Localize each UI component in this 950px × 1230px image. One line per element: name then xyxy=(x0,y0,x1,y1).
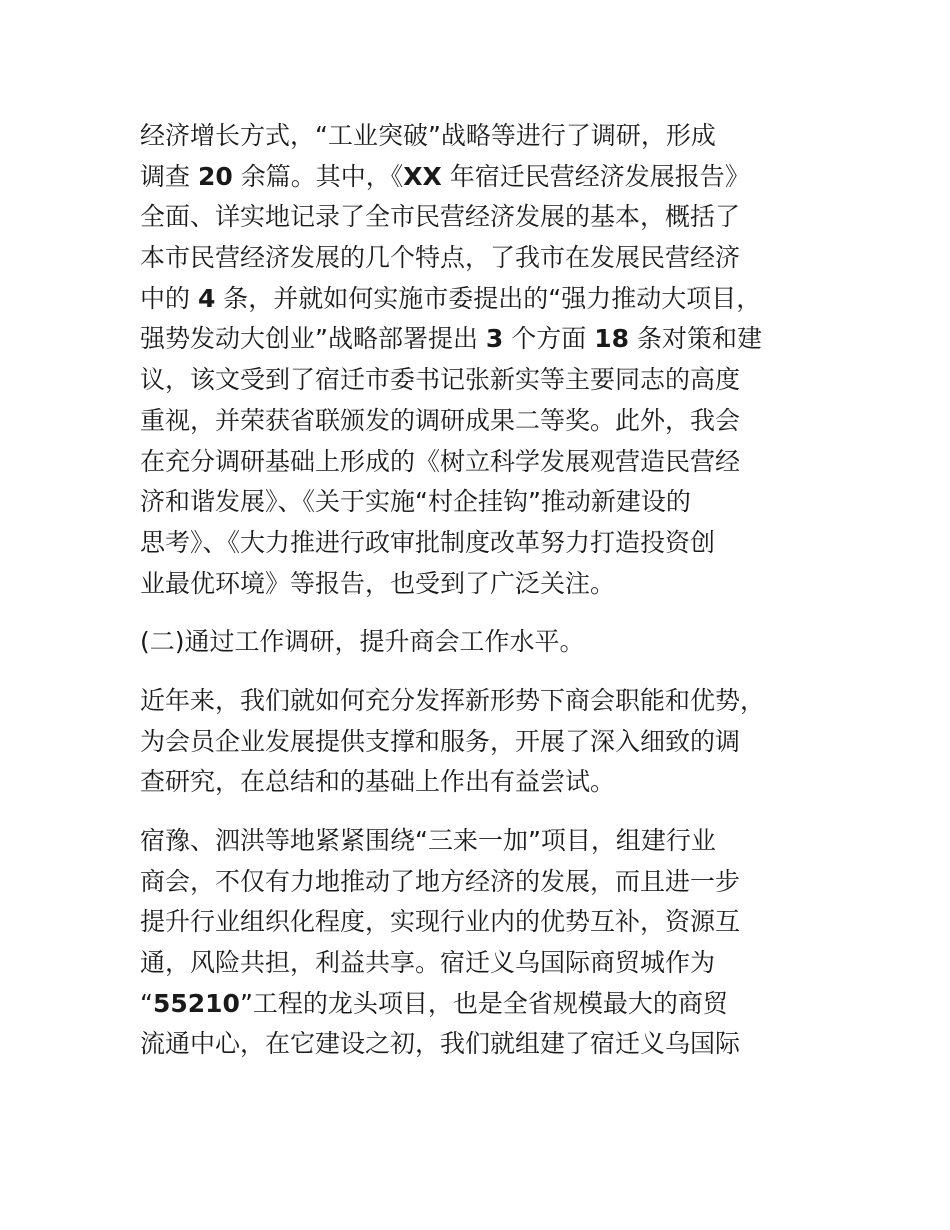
text-line: 为会员企业发展提供支撑和服务，开展了深入细致的调 xyxy=(140,726,741,756)
numeral-text: 18 xyxy=(594,324,630,354)
text-line: 本市民营经济发展的几个特点，了我市在发展民营经济 xyxy=(140,243,741,273)
section-heading xyxy=(140,622,810,663)
text-line: “55210”工程的龙头项目，也是全省规模最大的商贸 xyxy=(140,988,728,1018)
text-line: 强势发动大创业”战略部署提出 3 个方面 18 条对策和建 xyxy=(140,324,762,354)
numeral-text: 55210 xyxy=(152,988,240,1018)
text-line: 思考》、《大力推进行政审批制度改革努力打造投资创 xyxy=(140,527,716,557)
text-line: 全面、详实地记录了全市民营经济发展的基本，概括了 xyxy=(140,202,741,232)
text-line: 在充分调研基础上形成的《树立科学发展观营造民营经 xyxy=(140,446,741,476)
numeral-text: 3 xyxy=(485,324,504,354)
text-line: 调查 20 余篇。其中，《XX 年宿迁民营经济发展报告》 xyxy=(140,161,750,191)
text-line: 重视，并荣获省联颁发的调研成果二等奖。此外，我会 xyxy=(140,405,741,435)
numeral-text: 20 xyxy=(197,161,233,191)
paragraph-recent-years xyxy=(140,681,810,803)
text-line: 通，风险共担，利益共享。宿迁义乌国际商贸城作为 xyxy=(140,948,716,978)
text-line: 业最优环境》等报告，也受到了广泛关注。 xyxy=(140,568,616,598)
text-line: 商会，不仅有力地推动了地方经济的发展，而且进一步 xyxy=(140,866,741,896)
text-line: 济和谐发展》、《关于实施“村企挂钩”推动新建设的 xyxy=(140,487,691,517)
text-line: 流通中心，在它建设之初，我们就组建了宿迁义乌国际 xyxy=(140,1029,741,1059)
text-line: 宿豫、泗洪等地紧紧围绕“三来一加”项目，组建行业 xyxy=(140,826,716,855)
heading-line: (二)通过工作调研，提升商会工作水平。 xyxy=(140,627,585,657)
text-line: 经济增长方式，“工业突破”战略等进行了调研，形成 xyxy=(140,121,716,150)
text-line: 查研究，在总结和的基础上作出有益尝试。 xyxy=(140,767,616,797)
numeral-text: XX xyxy=(403,161,442,191)
text-line: 议，该文受到了宿迁市委书记张新实等主要同志的高度 xyxy=(140,365,741,395)
paragraph-research-results xyxy=(140,116,810,604)
text-line: 提升行业组织化程度，实现行业内的优势互补，资源互 xyxy=(140,907,741,937)
document-body xyxy=(140,116,810,1065)
text-line: 中的 4 条，并就如何实施市委提出的“强力推动大项目， xyxy=(140,283,762,313)
numeral-text: 4 xyxy=(197,283,216,313)
paragraph-industry-chambers xyxy=(140,821,810,1065)
text-line: 近年来，我们就如何充分发挥新形势下商会职能和优势， xyxy=(140,685,766,715)
